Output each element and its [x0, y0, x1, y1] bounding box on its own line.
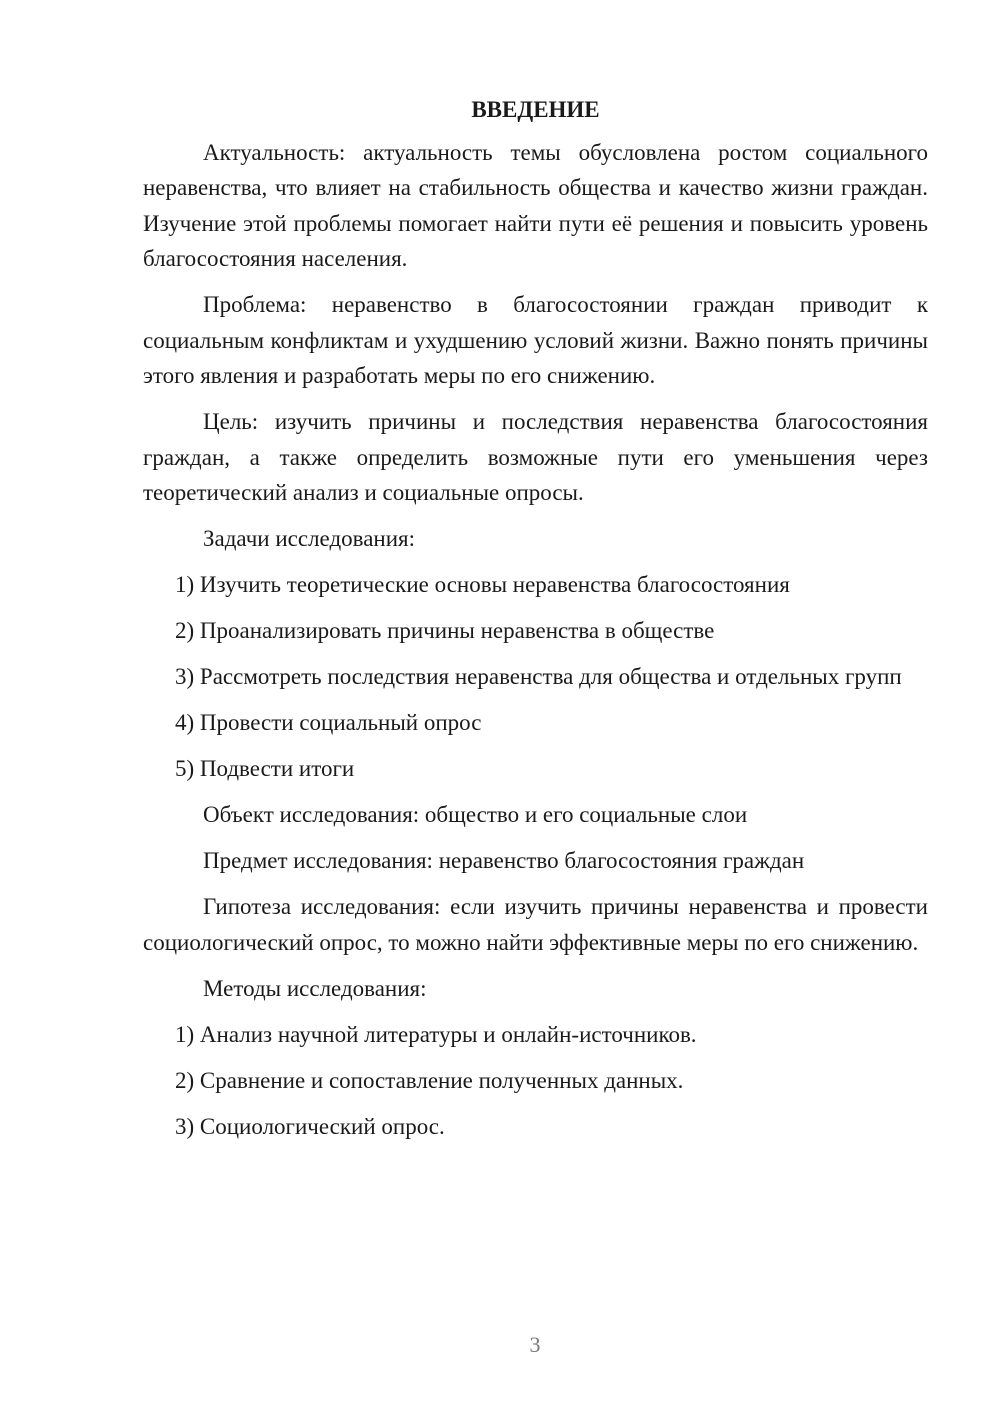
- task-item: 5) Подвести итоги: [175, 756, 355, 781]
- subject-paragraph: Предмет исследования: неравенство благосостояния граждан: [203, 848, 805, 873]
- page-content: [143, 92, 928, 1155]
- page-title: ВВЕДЕНИЕ: [471, 97, 600, 122]
- object-paragraph: Объект исследования: общество и его социальные слои: [203, 802, 748, 827]
- task-item: 3) Рассмотреть последствия неравенства для общества и отдельных групп: [175, 664, 902, 689]
- method-item: 1) Анализ научной литературы и онлайн-источников.: [175, 1021, 697, 1047]
- task-item: 4) Провести социальный опрос: [175, 710, 482, 735]
- hypothesis-paragraph: Гипотеза исследования: если изучить причины неравенства и провести социологический опрос, то можно найти эффективные меры по его снижению.: [143, 894, 928, 955]
- relevance-paragraph: Актуальность: актуальность темы обусловлена ростом социального неравенства, что влияет на стабильность общества и качество жизни граждан. Изучение этой проблемы помогает найти пути её решения и повысить уровень благосостояния населения.: [143, 139, 928, 271]
- task-item: 2) Проанализировать причины неравенства в обществе: [175, 618, 715, 643]
- problem-paragraph: Проблема: неравенство в благосостоянии граждан приводит к социальным конфликтам и ухудшению условий жизни. Важно понять причины этого явления и разработать меры по его снижению.: [143, 292, 928, 388]
- methods-heading: Методы исследования:: [203, 975, 427, 1001]
- method-item: 2) Сравнение и сопоставление полученных данных.: [175, 1067, 684, 1093]
- task-item: 1) Изучить теоретические основы неравенства благосостояния: [175, 572, 790, 597]
- tasks-heading: Задачи исследования:: [203, 526, 416, 551]
- method-item: 3) Социологический опрос.: [175, 1113, 445, 1139]
- page-number: 3: [529, 1332, 541, 1357]
- goal-paragraph: Цель: изучить причины и последствия неравенства благосостояния граждан, а также определить возможные пути его уменьшения через теоретический анализ и социальные опросы.: [143, 409, 928, 505]
